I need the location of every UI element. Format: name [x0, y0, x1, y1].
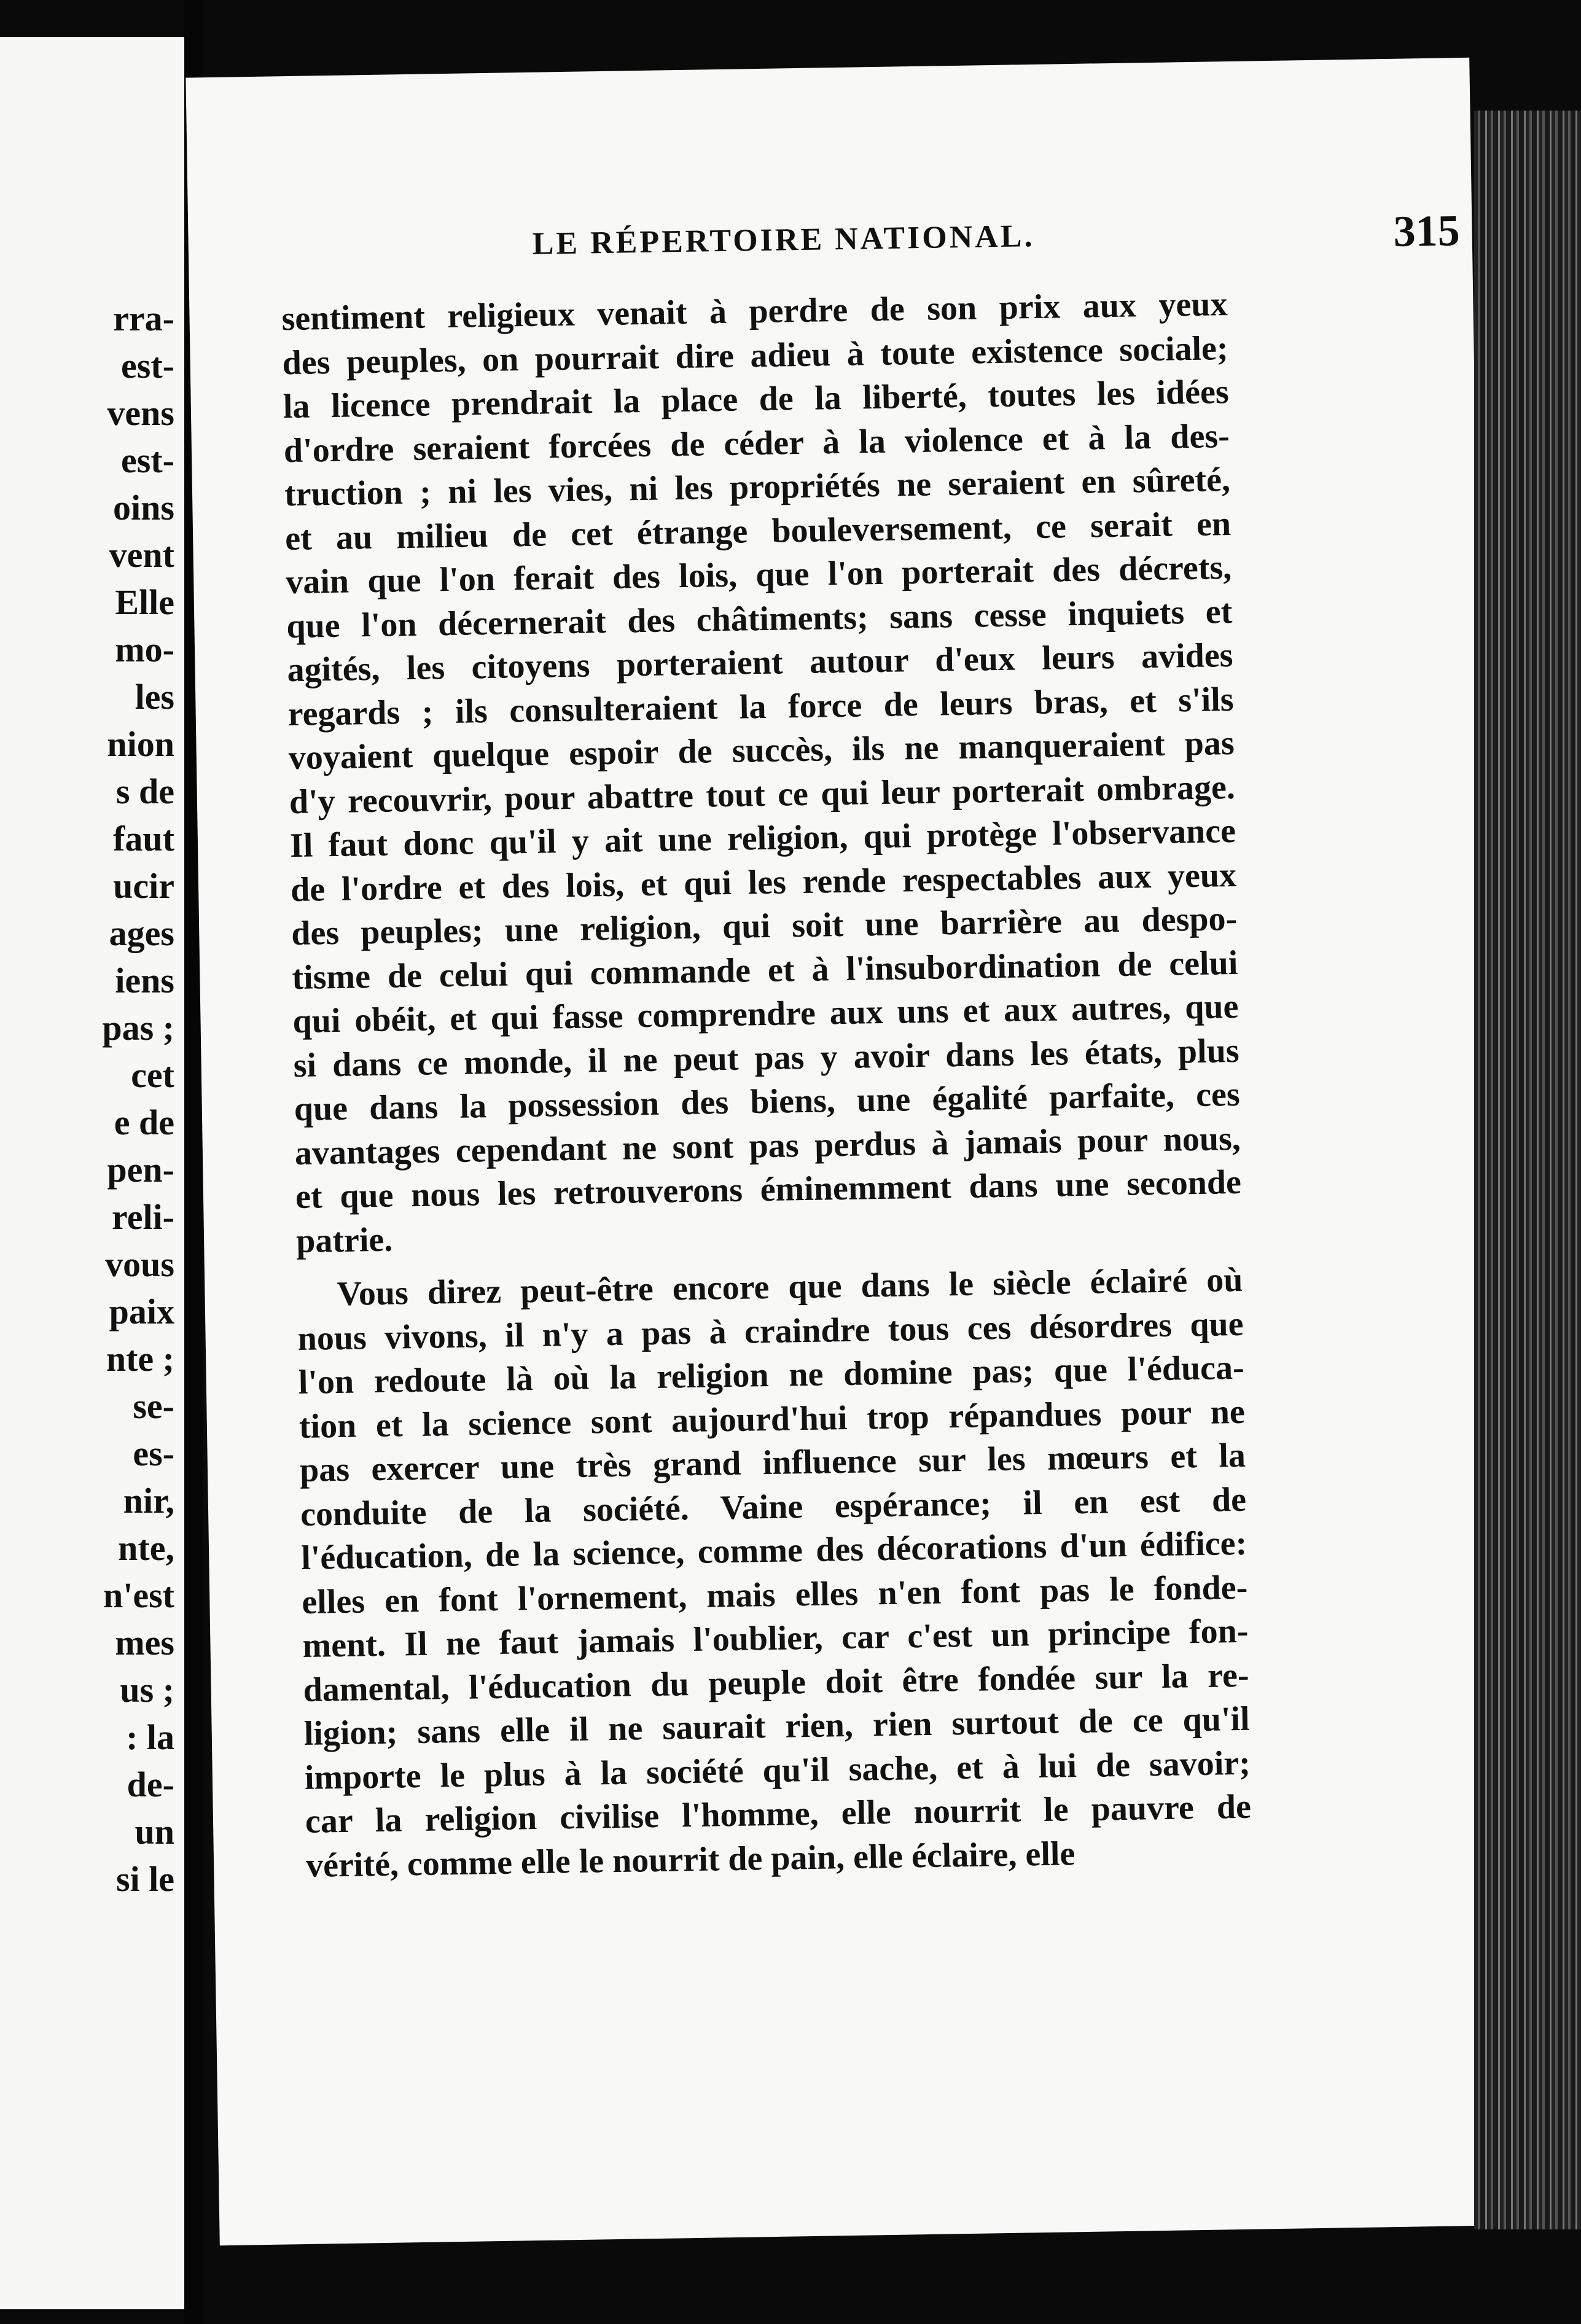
facing-page-line: nir, — [123, 1481, 174, 1521]
facing-page-line: nte, — [118, 1528, 174, 1568]
text-line: voyaient quelque espoir de succès, ils ne manqueraient pas — [288, 723, 1235, 778]
text-line: sentiment religieux venait à perdre de son prix aux yeux — [281, 285, 1228, 338]
facing-page-line: es- — [133, 1433, 174, 1473]
facing-page-line: pen- — [107, 1150, 174, 1190]
facing-page-line: de- — [127, 1764, 174, 1804]
page-edges — [1474, 111, 1581, 2229]
text-line: regards ; ils consulteraient la force de leurs bras, et s'ils — [287, 680, 1234, 733]
text-line: l'éducation, de la science, comme des décorations d'un édifice: — [300, 1524, 1247, 1577]
running-head: LE RÉPERTOIRE NATIONAL. — [532, 218, 1035, 262]
text-line: ligion; sans elle il ne saurait rien, rien surtout de ce qu'il — [303, 1699, 1251, 1753]
facing-page-line: un — [135, 1812, 174, 1852]
facing-page-line: us ; — [120, 1670, 174, 1710]
facing-page-line: : la — [126, 1717, 174, 1757]
facing-page-line: rra- — [113, 298, 174, 338]
text-line: et que nous les retrouverons éminemment dans une seconde — [295, 1163, 1242, 1217]
facing-page-line: e de — [114, 1102, 174, 1142]
text-line: tion et la science sont aujourd'hui trop répandues pour ne — [299, 1392, 1246, 1446]
facing-page-line: iens — [115, 961, 174, 1000]
facing-page-line: nte ; — [106, 1339, 174, 1379]
text-line: Il faut donc qu'il y ait une religion, qui protège l'observance — [289, 811, 1236, 865]
text-line: l'on redoute là où la religion ne domine pas; que l'éduca- — [298, 1348, 1245, 1402]
facing-page-line: si le — [115, 1859, 174, 1899]
text-line: tisme de celui qui commande et à l'insubordination de celui — [291, 943, 1238, 997]
facing-page-line: faut — [113, 819, 174, 859]
facing-page-line: n'est — [103, 1575, 174, 1615]
text-line: importe le plus à la société qu'il sache, et à lui de savoir; — [304, 1744, 1251, 1797]
text-line: pas exercer une très grand influence sur les mœurs et la — [299, 1436, 1246, 1489]
facing-page-line: nion — [107, 724, 174, 764]
text-line: vain que l'on ferait des lois, que l'on porterait des décrets, — [285, 548, 1232, 602]
paragraph-2 — [297, 1258, 1252, 1888]
facing-page-line: vous — [105, 1244, 174, 1284]
body-text — [281, 283, 1252, 1888]
facing-page-line: oins — [113, 488, 174, 528]
text-line: Vous direz peut-être encore que dans le siècle éclairé où — [337, 1260, 1243, 1314]
paragraph-1 — [281, 283, 1243, 1263]
facing-page-line: cet — [131, 1055, 174, 1095]
text-line: des peuples, on pourrait dire adieu à toute existence sociale; — [282, 329, 1229, 382]
facing-page-line: vent — [109, 535, 174, 575]
text-line: vérité, comme elle le nourrit de pain, elle éclaire, elle — [305, 1834, 1075, 1885]
facing-page-line: mo- — [115, 630, 174, 669]
facing-page-line: reli- — [112, 1197, 174, 1237]
facing-page-line: se- — [133, 1386, 174, 1426]
text-line: et au milieu de cet étrange bouleversement, ce serait en — [284, 504, 1232, 558]
text-line: d'y recouvrir, pour abattre tout ce qui leur porterait ombrage. — [289, 768, 1236, 821]
text-line: avantages cependant ne sont pas perdus à jamais pour nous, — [294, 1119, 1241, 1172]
facing-page-line: ages — [109, 913, 174, 953]
facing-page-line: vens — [107, 393, 174, 433]
text-line: patrie. — [295, 1220, 393, 1260]
facing-page-line: Elle — [115, 582, 174, 622]
facing-page-text — [102, 295, 174, 1903]
text-line: nous vivons, il n'y a pas à craindre tous ces désordres que — [297, 1304, 1244, 1358]
text-line: des peuples; une religion, qui soit une barrière au despo- — [291, 899, 1238, 953]
text-line: damental, l'éducation du peuple doit être fondée sur la re- — [303, 1656, 1249, 1709]
book-page — [185, 58, 1503, 2245]
facing-page-line: pas ; — [102, 1008, 174, 1048]
facing-page-line: paix — [109, 1292, 174, 1332]
text-line: d'ordre seraient forcées de céder à la violence et à la des- — [283, 416, 1230, 470]
facing-page-line: ucir — [113, 866, 174, 906]
text-line: car la religion civilise l'homme, elle nourrit le pauvre de — [305, 1787, 1252, 1841]
text-line: ment. Il ne faut jamais l'oublier, car c'est un principe fon- — [302, 1612, 1249, 1665]
text-line: conduite de la société. Vaine espérance; il en est de — [300, 1480, 1247, 1534]
facing-page-line: s de — [115, 771, 174, 811]
text-line: si dans ce monde, il ne peut pas y avoir dans les états, plus — [293, 1031, 1239, 1085]
facing-page-line: mes — [115, 1623, 174, 1663]
text-line: qui obéit, et qui fasse comprendre aux uns et aux autres, que — [292, 987, 1239, 1041]
text-line: que l'on décernerait des châtiments; sans cesse inquiets et — [286, 592, 1233, 645]
facing-page-line: les — [135, 677, 174, 717]
text-line: que dans la possession des biens, une égalité parfaite, ces — [294, 1075, 1241, 1129]
page-header — [532, 206, 1461, 275]
text-line: truction ; ni les vies, ni les propriétés ne seraient en sûreté, — [284, 461, 1231, 514]
text-line: de l'ordre et des lois, et qui les rende respectables aux yeux — [290, 856, 1237, 909]
text-line: agités, les citoyens porteraient autour d'eux leurs avides — [287, 636, 1233, 690]
text-line: la licence prendrait la place de la liberté, toutes les idées — [283, 373, 1230, 426]
text-line: elles en font l'ornement, mais elles n'en font pas le fonde- — [301, 1568, 1248, 1621]
facing-page-line: est- — [121, 346, 174, 386]
page-number: 315 — [1392, 206, 1461, 256]
facing-page-line: est- — [121, 440, 174, 480]
facing-page-fragment — [0, 37, 184, 2309]
